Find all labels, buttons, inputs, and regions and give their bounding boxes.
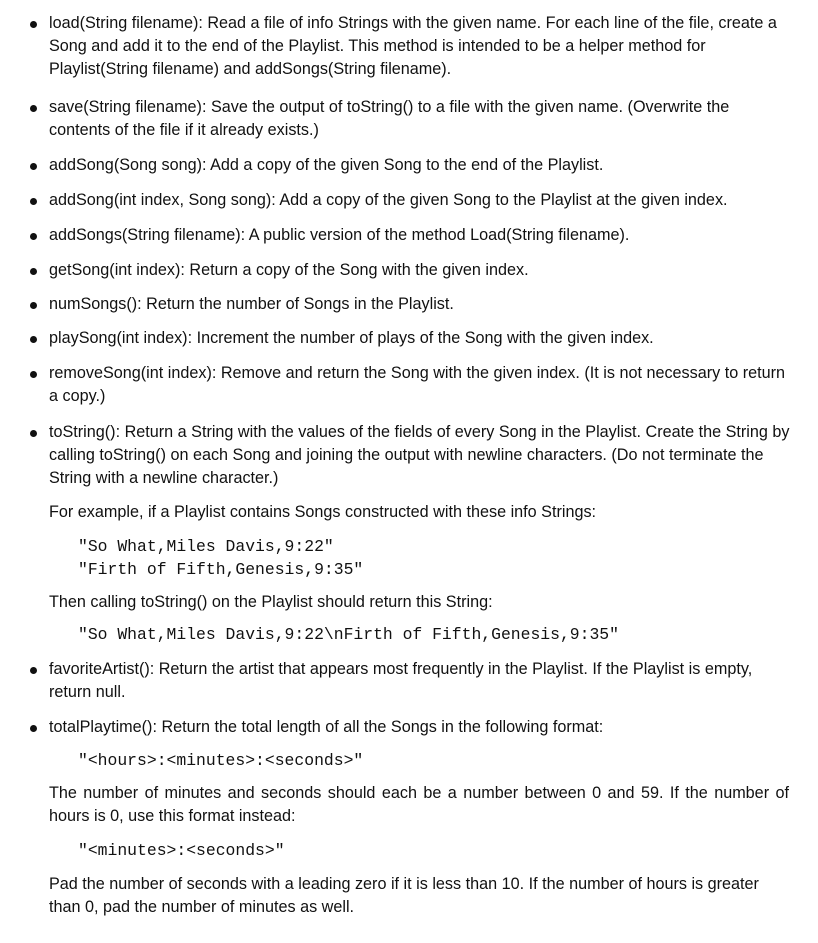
playtime-padding-note: Pad the number of seconds with a leading zero if it is less than 10. If the number of hours is greater than 0, pad the number of minutes as well.: [49, 875, 759, 916]
list-item-text: removeSong(int index): Remove and return the Song with the given index. (It is not necessary to return a copy.): [49, 364, 786, 405]
list-item-text: getSong(int index): Return a copy of the Song with the given index.: [49, 261, 529, 279]
list-item-text: addSong(Song song): Add a copy of the given Song to the end of the Playlist.: [49, 156, 604, 174]
bullet-icon: [30, 302, 37, 309]
example-code-line: "So What,Miles Davis,9:22": [78, 537, 334, 556]
list-item-save: [30, 96, 790, 142]
bullet-icon: [30, 268, 37, 275]
example-intro: For example, if a Playlist contains Songs constructed with these info Strings:: [49, 503, 597, 521]
bullet-icon: [30, 430, 37, 437]
list-item-num-songs: [30, 293, 790, 316]
list-item-get-song: [30, 259, 790, 282]
list-item-text: toString(): Return a String with the values of the fields of every Song in the Playlist. Create the String by calling toString() on each Song and joining the output with newline characters. (Do not terminate the String with a newline character.): [49, 423, 790, 487]
list-item-total-playtime: [30, 716, 790, 739]
list-item-text: save(String filename): Save the output of toString() to a file with the given name. (Overwrite the contents of the file if it already exists.): [49, 98, 730, 139]
example-code-line: "Firth of Fifth,Genesis,9:35": [78, 560, 364, 579]
bullet-icon: [30, 233, 37, 240]
list-item-text: addSongs(String filename): A public version of the method Load(String filename).: [49, 226, 630, 244]
bullet-icon: [30, 371, 37, 378]
list-item-add-song-index: [30, 189, 790, 212]
list-item-text: totalPlaytime(): Return the total length of all the Songs in the following format:: [49, 718, 604, 736]
list-item-to-string: [30, 421, 790, 490]
list-item-favorite-artist: [30, 658, 790, 704]
bullet-icon: [30, 21, 37, 28]
list-item-text: favoriteArtist(): Return the artist that appears most frequently in the Playlist. If the Playlist is empty, return null.: [49, 660, 753, 701]
playtime-format-short: "<minutes>:<seconds>": [78, 841, 285, 860]
bullet-icon: [30, 198, 37, 205]
example-result-code: "So What,Miles Davis,9:22\nFirth of Fifth,Genesis,9:35": [78, 625, 619, 644]
list-item-text: addSong(int index, Song song): Add a copy of the given Song to the Playlist at the given index.: [49, 191, 728, 209]
example-then: Then calling toString() on the Playlist should return this String:: [49, 593, 493, 611]
list-item-add-songs: [30, 224, 790, 247]
list-item-play-song: [30, 327, 790, 350]
playtime-explanation: The number of minutes and seconds should each be a number between 0 and 59. If the number of hours is 0, use this format instead:: [49, 784, 789, 825]
list-item-remove-song: [30, 362, 790, 408]
list-item-text: numSongs(): Return the number of Songs in the Playlist.: [49, 295, 454, 313]
bullet-icon: [30, 105, 37, 112]
playtime-format-full: "<hours>:<minutes>:<seconds>": [78, 751, 364, 770]
bullet-icon: [30, 725, 37, 732]
list-item-text: playSong(int index): Increment the number of plays of the Song with the given index.: [49, 329, 654, 347]
list-item-add-song: [30, 154, 790, 177]
bullet-icon: [30, 336, 37, 343]
bullet-icon: [30, 667, 37, 674]
bullet-icon: [30, 163, 37, 170]
list-item-text: load(String filename): Read a file of info Strings with the given name. For each line of the file, create a Song and add it to the end of the Playlist. This method is intended to be a helper method for Playlist(String filename) and addSongs(String filename).: [49, 14, 777, 78]
list-item-load: [30, 12, 790, 81]
